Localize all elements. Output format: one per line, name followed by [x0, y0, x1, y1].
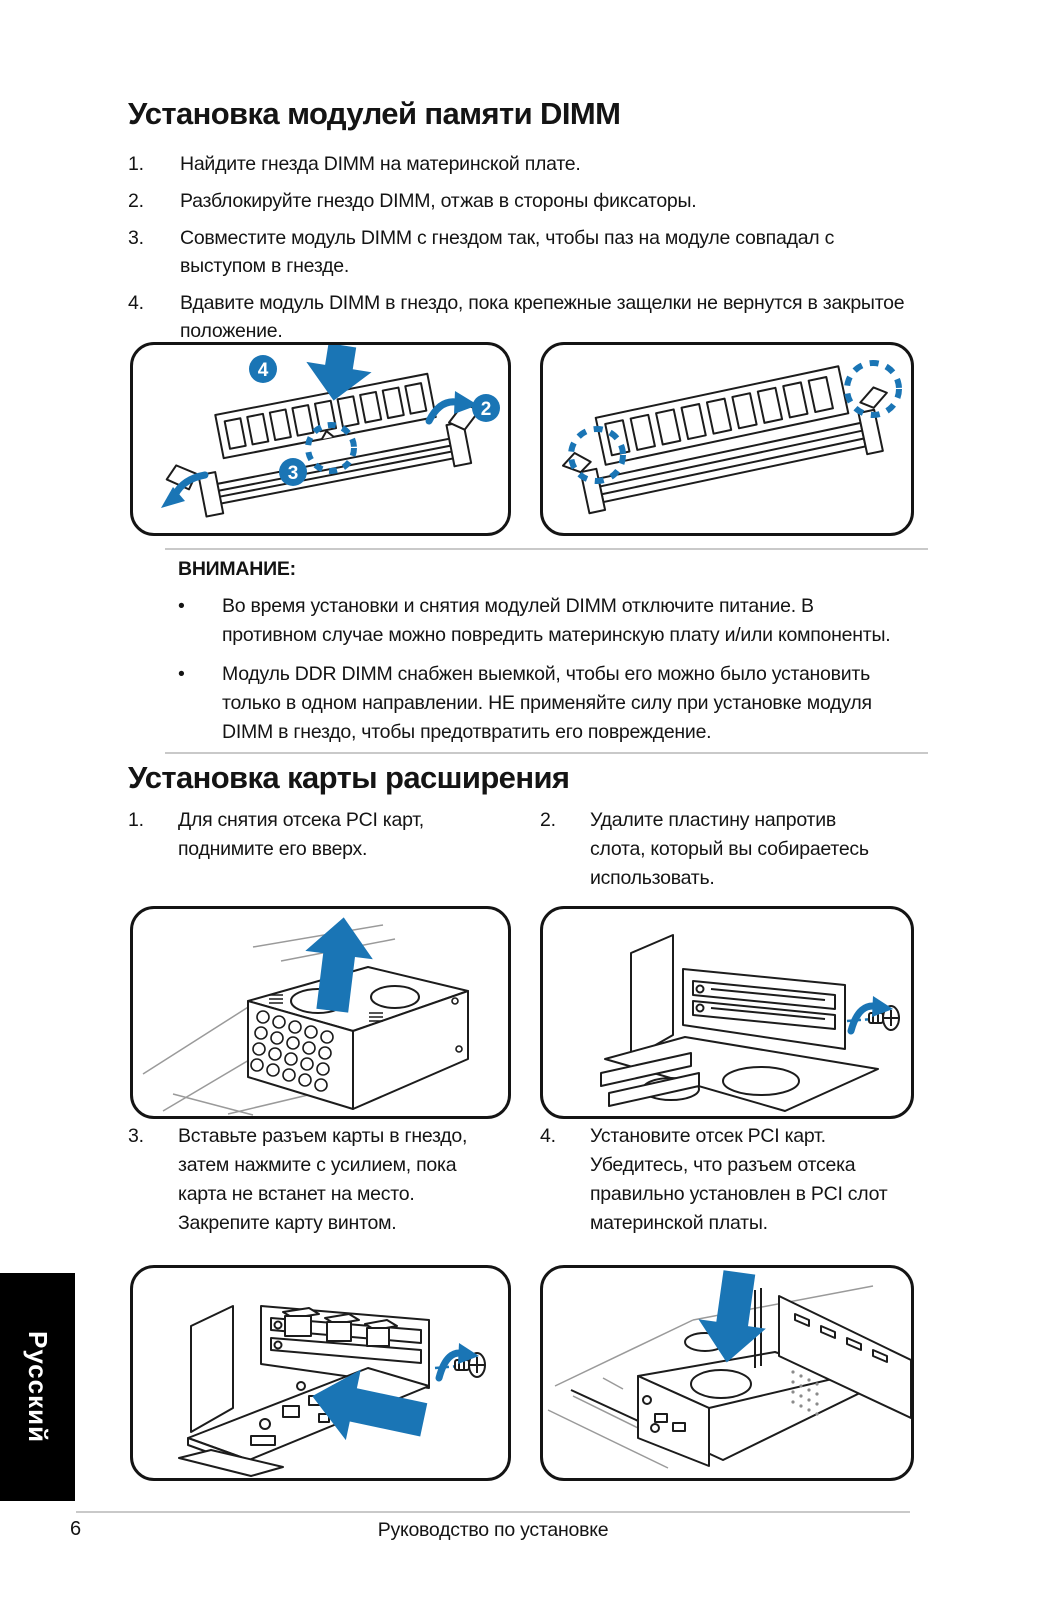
svg-text:3: 3 [287, 463, 299, 484]
divider-rule [165, 752, 928, 754]
step-number: 2. [540, 809, 556, 831]
step-item [128, 806, 458, 864]
slot-cover-remove-illustration [543, 909, 911, 1116]
warning-label: ВНИМАНИЕ: [178, 558, 296, 580]
dimm-seated-figure [540, 342, 914, 536]
section-title-dimm: Установка модулей памяти DIMM [128, 96, 621, 131]
pci-cage-install-figure [540, 1265, 914, 1481]
svg-text:4: 4 [257, 360, 269, 381]
warning-item [178, 592, 894, 650]
footer-rule [76, 1511, 910, 1513]
footer-text: Руководство по установке [377, 1519, 609, 1541]
pci-cage-remove-figure [130, 906, 511, 1119]
dimm-insert-figure [130, 342, 511, 536]
step-item [128, 1122, 510, 1238]
warning-list [178, 592, 894, 757]
step-number: 1. [128, 809, 144, 831]
step-number: 4. [128, 292, 144, 314]
step-item [128, 224, 918, 280]
step-text: Вдавите модуль DIMM в гнездо, пока крепежные защелки не вернутся в закрытое положение. [180, 292, 905, 342]
card-insert-illustration [133, 1268, 508, 1478]
slot-connector [179, 1450, 283, 1476]
back-panel [191, 1306, 233, 1432]
step-number: 3. [128, 1125, 144, 1147]
card-insert-figure [130, 1265, 511, 1481]
warning-text: Модуль DDR DIMM снабжен выемкой, чтобы его можно было установить только в одном направлении. НЕ применяйте силу при установке модуля DIMM в гнездо, чтобы предотвратить его повреждение. [222, 663, 872, 743]
step-item [540, 806, 892, 893]
dimm-insert-illustration [133, 345, 508, 533]
step-item [128, 289, 918, 345]
svg-text:2: 2 [480, 399, 492, 420]
step-number: 3. [128, 227, 144, 249]
step-text: Для снятия отсека PCI карт, поднимите его вверх. [178, 809, 424, 860]
step-text: Разблокируйте гнездо DIMM, отжав в стороны фиксаторы. [180, 190, 697, 212]
step-text: Удалите пластину напротив слота, который вы собираетесь использовать. [590, 809, 869, 889]
dimm-seated-illustration [543, 345, 911, 533]
page-number: 6 [70, 1518, 82, 1540]
pci-cage-install-illustration [543, 1268, 911, 1478]
step-item [540, 1122, 902, 1238]
warning-item [178, 660, 894, 747]
dimm-steps-list [128, 150, 918, 354]
language-tab: Русский [0, 1273, 75, 1501]
step-number: 4. [540, 1125, 556, 1147]
bullet-glyph: • [178, 663, 185, 685]
step-text: Установите отсек PCI карт. Убедитесь, что разъем отсека правильно установлен в PCI слот материнской платы. [590, 1125, 888, 1234]
warning-text: Во время установки и снятия модулей DIMM отключите питание. В противном случае можно повредить материнскую плату и/или компоненты. [222, 595, 891, 646]
section-title-expansion: Установка карты расширения [128, 760, 570, 795]
step-item [128, 150, 918, 178]
slot-cover-remove-figure [540, 906, 914, 1119]
back-panel [631, 935, 673, 1059]
step-text: Совместите модуль DIMM с гнездом так, чтобы паз на модуле совпадал с выступом в гнезде. [180, 227, 835, 277]
step-number: 2. [128, 190, 144, 212]
step-number: 1. [128, 153, 144, 175]
step-text: Найдите гнезда DIMM на материнской плате. [180, 153, 581, 175]
step-item [128, 187, 918, 215]
pci-cage-remove-illustration [133, 909, 508, 1116]
bullet-glyph: • [178, 595, 185, 617]
retention-clip-closed-right [858, 385, 890, 410]
step-text: Вставьте разъем карты в гнездо, затем нажмите с усилием, пока карта не встанет на место. Закрепите карту винтом. [178, 1125, 468, 1234]
divider-rule [165, 548, 928, 550]
